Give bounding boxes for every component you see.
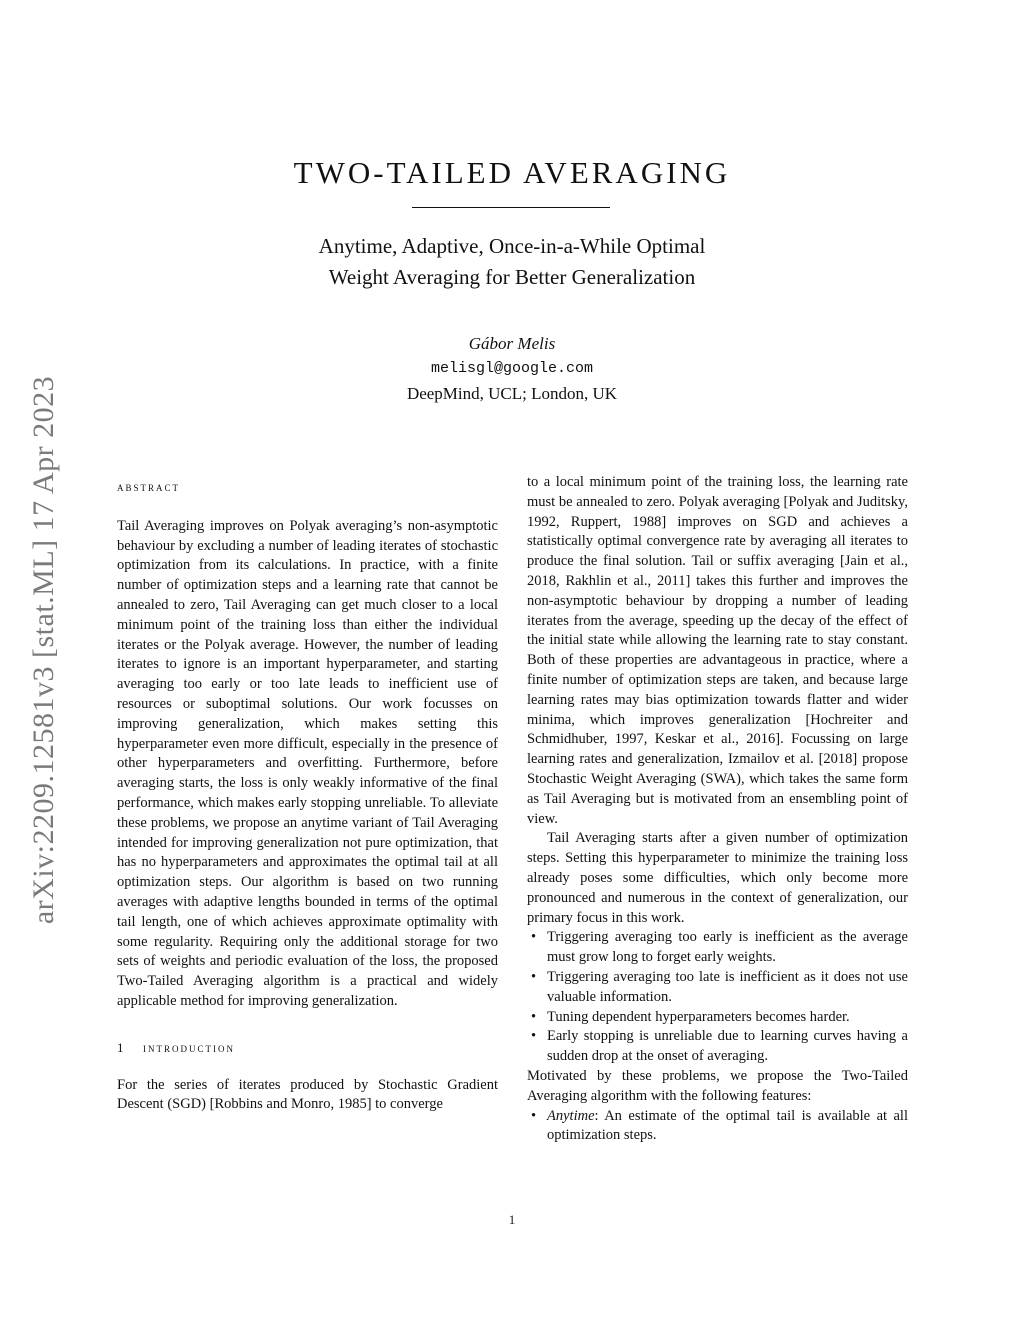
- section-number: 1: [117, 1039, 126, 1055]
- author-name: Gábor Melis: [468, 334, 556, 353]
- abstract-heading: abstract: [117, 479, 181, 494]
- subtitle-line-2: Weight Averaging for Better Generalization: [328, 265, 696, 289]
- page-number: 1: [508, 1212, 516, 1227]
- author-block: [0, 332, 1024, 406]
- author-affiliation: DeepMind, UCL; London, UK: [406, 384, 618, 403]
- intro-paragraph-2: Tail Averaging starts after a given number of optimization steps. Setting this hyperparameter to minimize the training loss already poses some difficulties, which only become more pronounced and numerous in the context of generalization, our primary focus in this work.: [527, 830, 908, 926]
- feature-term: Anytime: [547, 1107, 595, 1124]
- author-email: melisgl@google.com: [430, 360, 594, 377]
- bullet-icon: •: [531, 1028, 537, 1045]
- bullet-icon: •: [531, 968, 537, 985]
- bullet-icon: •: [531, 1107, 537, 1124]
- bullet-icon: •: [531, 929, 537, 946]
- list-item: • Early stopping is unreliable due to learning curves having a sudden drop at the onset of averaging.: [531, 1028, 908, 1065]
- right-column: [527, 473, 908, 1146]
- intro-paragraph-3: Motivated by these problems, we propose the Two-Tailed Averaging algorithm with the following features:: [527, 1067, 908, 1104]
- paper-subtitle: [0, 231, 1024, 293]
- arxiv-stamp-text: arXiv:2209.12581v3 [stat.ML] 17 Apr 2023: [27, 375, 60, 925]
- abstract-text: Tail Averaging improves on Polyak averaging’s non-asymptotic behaviour by excluding a number of leading iterates of stochastic optimization from its calculations. In practice, with a finite number of optimization steps and a learning rate that cannot be annealed to zero, Tail Averaging can get much closer to a local minimum point of the training loss than either the individual iterates or the Polyak average. However, the number of leading iterates to ignore is an important hyperparameter, and starting averaging too early or too late leads to inefficient use of resources or suboptimal solutions. Our work focusses on improving generalization, which makes setting this hyperparameter even more difficult, especially in the presence of other hyperparameters and overfitting. Furthermore, before averaging starts, the loss is only weakly informative of the final performance, which makes early stopping unreliable. To alleviate these problems, we propose an anytime variant of Tail Averaging intended for improving generalization not pure optimization, that has no hyperparameters and approximates the optimal tail at all optimization steps. Our algorithm is based on two running averages with adaptive lengths bounded in terms of the optimal tail length, one of which achieves approximate optimality with some regularity. Requiring only the additional storage for two sets of weights and periodic evaluation of the loss, the proposed Two-Tailed Averaging algorithm is a practical and widely applicable method for improving generalization.: [117, 517, 498, 1009]
- left-column: [117, 473, 498, 1115]
- features-list: [527, 1107, 908, 1147]
- title-divider: [412, 207, 610, 208]
- arxiv-stamp: [20, 340, 68, 960]
- feature-text: : An estimate of the optimal tail is available at all optimization steps.: [547, 1107, 908, 1144]
- subtitle-line-1: Anytime, Adaptive, Once-in-a-While Optimal: [318, 234, 706, 258]
- section-title: introduction: [143, 1039, 235, 1055]
- problems-list: [527, 928, 908, 1067]
- list-item: • Triggering averaging too late is inefficient as it does not use valuable information.: [531, 968, 908, 1005]
- paper-title: TWO-TAILED AVERAGING: [293, 155, 731, 190]
- intro-paragraph-start: For the series of iterates produced by Stochastic Gradient Descent (SGD) [Robbins and Monro, 1985] to converge: [117, 1076, 498, 1113]
- bullet-icon: •: [531, 1008, 537, 1025]
- list-item: • Tuning dependent hyperparameters becomes harder.: [527, 1008, 908, 1028]
- intro-paragraph-continued: to a local minimum point of the training loss, the learning rate must be annealed to zero. Polyak averaging [Polyak and Juditsky, 1992, Ruppert, 1988] improves on SGD and achieves a statistically optimal convergence rate by averaging all iterates to produce the final solution. Tail or suffix averaging [Jain et al., 2018, Rakhlin et al., 2011] takes this further and improves the non-asymptotic behaviour by dropping a number of leading iterates from the average, speeding up the decay of the effect of the initial state while allowing the learning rate to stay constant. Both of these properties are advantageous in practice, where a finite number of optimization steps are taken, and because large learning rates may bias optimization towards flatter and wider minima, which improves generalization [Hochreiter and Schmidhuber, 1997, Keskar et al., 2016]. Focussing on large learning rates and generalization, Izmailov et al. [2018] propose Stochastic Weight Averaging (SWA), which takes the same form as Tail Averaging but is motivated from an ensembling point of view.: [527, 474, 908, 827]
- list-item: [527, 1107, 908, 1147]
- list-item: • Triggering averaging too early is inefficient as the average must grow long to forget early weights.: [531, 929, 908, 966]
- introduction-heading: [117, 1038, 498, 1058]
